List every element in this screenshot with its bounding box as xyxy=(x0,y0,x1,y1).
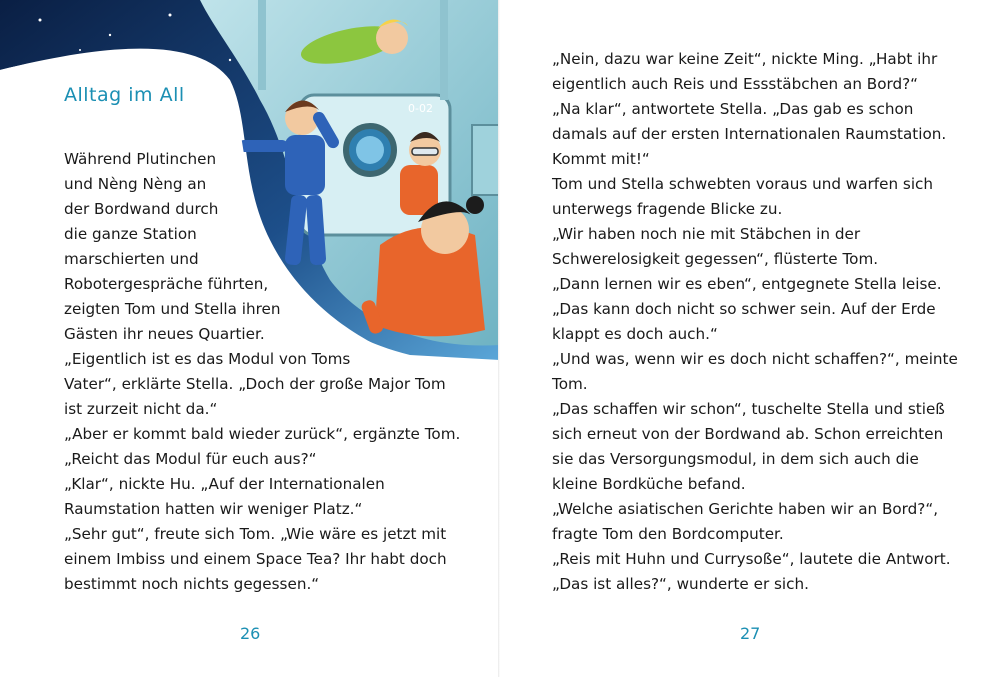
text-line: Raumstation hatten wir weniger Platz.“ xyxy=(64,500,363,518)
text-line: und Nèng Nèng an xyxy=(64,175,207,193)
text-line: Kommt mit!“ xyxy=(552,150,650,168)
chapter-title: Alltag im All xyxy=(64,84,185,106)
text-line: „Und was, wenn wir es doch nicht schaffen?“, meinte xyxy=(552,350,958,368)
text-line: Vater“, erklärte Stella. „Doch der große Major Tom xyxy=(64,375,446,393)
text-line: Während Plutinchen xyxy=(64,150,217,168)
text-line: „Na klar“, antwortete Stella. „Das gab es schon xyxy=(552,100,914,118)
text-line: Tom. xyxy=(552,375,588,393)
text-line: unterwegs fragende Blicke zu. xyxy=(552,200,783,218)
module-sign: 0-02 xyxy=(408,102,433,115)
text-line: bestimmt noch nichts gegessen.“ xyxy=(64,575,320,593)
text-line: „Aber er kommt bald wieder zurück“, ergänzte Tom. xyxy=(64,425,461,443)
text-line: „Wir haben noch nie mit Stäbchen in der xyxy=(552,225,861,243)
text-line: ist zurzeit nicht da.“ xyxy=(64,400,218,418)
text-line: „Dann lernen wir es eben“, entgegnete Stella leise. xyxy=(552,275,942,293)
text-line: Robotergespräche führten, xyxy=(64,275,269,293)
text-line: zeigten Tom und Stella ihren xyxy=(64,300,281,318)
text-line: der Bordwand durch xyxy=(64,200,219,218)
text-line: damals auf der ersten Internationalen Raumstation. xyxy=(552,125,947,143)
page-number-left: 26 xyxy=(240,624,261,643)
text-line: „Das ist alles?“, wunderte er sich. xyxy=(552,575,809,593)
text-line: Tom und Stella schwebten voraus und warfen sich xyxy=(552,175,934,193)
text-line: „Das kann doch nicht so schwer sein. Auf der Erde xyxy=(552,300,936,318)
text-line: „Welche asiatischen Gerichte haben wir an Bord?“, xyxy=(552,500,939,518)
text-line: eigentlich auch Reis und Essstäbchen an Bord?“ xyxy=(552,75,919,93)
page-number-right: 27 xyxy=(740,624,761,643)
text-line: marschierten und xyxy=(64,250,199,268)
text-line: Schwerelosigkeit gegessen“, flüsterte Tom. xyxy=(552,250,879,268)
text-line: „Nein, dazu war keine Zeit“, nickte Ming. „Habt ihr xyxy=(552,50,938,68)
text-line: sie das Versorgungsmodul, in dem sich auch die xyxy=(552,450,919,468)
text-line: „Das schaffen wir schon“, tuschelte Stella und stieß xyxy=(552,400,945,418)
text-line: sich erneut von der Bordwand ab. Schon erreichten xyxy=(552,425,944,443)
text-line: einem Imbiss und einem Space Tea? Ihr habt doch xyxy=(64,550,447,568)
text-line: „Reicht das Modul für euch aus?“ xyxy=(64,450,317,468)
text-line: kleine Bordküche befand. xyxy=(552,475,746,493)
right-page xyxy=(500,0,1000,677)
text-line: Gästen ihr neues Quartier. xyxy=(64,325,265,343)
text-line: „Klar“, nickte Hu. „Auf der Internationalen xyxy=(64,475,385,493)
text-line: fragte Tom den Bordcomputer. xyxy=(552,525,784,543)
text-line: die ganze Station xyxy=(64,225,197,243)
text-line: klappt es doch auch.“ xyxy=(552,325,718,343)
text-line: „Reis mit Huhn und Currysoße“, lautete die Antwort. xyxy=(552,550,951,568)
text-line: „Eigentlich ist es das Modul von Toms xyxy=(64,350,351,368)
text-line: „Sehr gut“, freute sich Tom. „Wie wäre es jetzt mit xyxy=(64,525,447,543)
